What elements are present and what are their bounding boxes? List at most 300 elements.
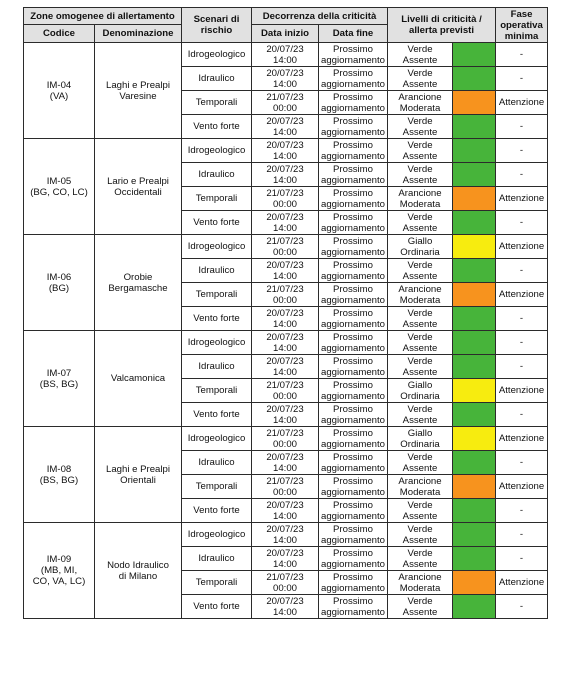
end-cell — [319, 523, 388, 547]
header-code: Codice — [24, 25, 95, 43]
end-line: Prossimo — [333, 451, 373, 463]
zone-code-line: IM-09 — [46, 554, 72, 565]
end-line: aggiornamento — [321, 150, 386, 162]
end-cell — [319, 355, 388, 379]
phase-cell: - — [496, 139, 548, 163]
start-line: 14:00 — [272, 510, 297, 522]
end-line: aggiornamento — [321, 102, 386, 114]
end-line: aggiornamento — [321, 438, 386, 450]
level-line: Verde — [407, 523, 433, 535]
level-color-swatch — [453, 163, 496, 187]
level-color-swatch — [453, 211, 496, 235]
start-cell — [252, 187, 319, 211]
end-line: Prossimo — [333, 115, 373, 127]
table-body — [24, 43, 548, 619]
phase-cell: - — [496, 211, 548, 235]
header-end: Data fine — [319, 25, 388, 43]
level-line: Ordinaria — [400, 390, 440, 402]
zone-code-line: (MB, MI, — [40, 565, 78, 576]
scenario-cell: Idraulico — [182, 451, 252, 475]
table-row — [24, 523, 548, 547]
scenario-cell: Temporali — [182, 283, 252, 307]
level-text-cell — [388, 355, 453, 379]
start-line: 20/07/23 — [266, 67, 304, 79]
level-text-cell — [388, 67, 453, 91]
end-line: aggiornamento — [321, 294, 386, 306]
start-line: 14:00 — [272, 54, 297, 66]
level-line: Verde — [407, 307, 433, 319]
phase-cell: - — [496, 595, 548, 619]
phase-cell: - — [496, 307, 548, 331]
zone-name-line: Occidentali — [114, 186, 162, 198]
start-line: 00:00 — [272, 486, 297, 498]
scenario-cell: Idraulico — [182, 355, 252, 379]
scenario-cell: Temporali — [182, 91, 252, 115]
end-line: Prossimo — [333, 427, 373, 439]
start-line: 00:00 — [272, 102, 297, 114]
zone-name-line: Orobie — [123, 271, 153, 283]
start-line: 20/07/23 — [266, 595, 304, 607]
end-line: Prossimo — [333, 547, 373, 559]
level-line: Assente — [402, 510, 438, 522]
scenario-cell: Vento forte — [182, 211, 252, 235]
start-line: 20/07/23 — [266, 139, 304, 151]
start-line: 14:00 — [272, 174, 297, 186]
start-line: 14:00 — [272, 318, 297, 330]
zone-code-line: IM-04 — [46, 79, 72, 91]
start-line: 20/07/23 — [266, 211, 304, 223]
scenario-cell: Idraulico — [182, 67, 252, 91]
start-cell — [252, 403, 319, 427]
zone-code-line: (BS, BG) — [39, 474, 79, 486]
end-line: Prossimo — [333, 187, 373, 199]
zone-code-line: IM-06 — [46, 271, 72, 283]
scenario-cell: Vento forte — [182, 595, 252, 619]
start-line: 20/07/23 — [266, 547, 304, 559]
end-cell — [319, 139, 388, 163]
level-line: Verde — [407, 163, 433, 175]
end-line: aggiornamento — [321, 390, 386, 402]
start-cell — [252, 355, 319, 379]
header-zone-group: Zone omogenee di allertamento — [24, 8, 182, 25]
end-line: Prossimo — [333, 163, 373, 175]
level-color-swatch — [453, 91, 496, 115]
phase-cell: Attenzione — [496, 91, 548, 115]
level-line: Assente — [402, 126, 438, 138]
start-line: 20/07/23 — [266, 523, 304, 535]
end-line: Prossimo — [333, 91, 373, 103]
end-cell — [319, 163, 388, 187]
end-line: Prossimo — [333, 235, 373, 247]
level-line: Assente — [402, 150, 438, 162]
level-line: Verde — [407, 595, 433, 607]
scenario-cell: Temporali — [182, 475, 252, 499]
start-line: 20/07/23 — [266, 259, 304, 271]
level-line: Giallo — [407, 235, 433, 247]
table-row — [24, 43, 548, 67]
end-line: aggiornamento — [321, 318, 386, 330]
end-cell — [319, 307, 388, 331]
level-color-swatch — [453, 475, 496, 499]
start-cell — [252, 547, 319, 571]
end-cell — [319, 595, 388, 619]
end-cell — [319, 331, 388, 355]
end-cell — [319, 451, 388, 475]
end-line: Prossimo — [333, 283, 373, 295]
scenario-cell: Idraulico — [182, 259, 252, 283]
phase-cell: - — [496, 163, 548, 187]
level-color-swatch — [453, 355, 496, 379]
zone-code-cell — [24, 235, 95, 331]
start-cell — [252, 307, 319, 331]
phase-cell: - — [496, 547, 548, 571]
end-cell — [319, 259, 388, 283]
header-name: Denominazione — [95, 25, 182, 43]
start-line: 21/07/23 — [266, 283, 304, 295]
end-cell — [319, 427, 388, 451]
level-line: Arancione — [398, 187, 442, 199]
scenario-cell: Idrogeologico — [182, 523, 252, 547]
end-line: Prossimo — [333, 307, 373, 319]
level-line: Verde — [407, 139, 433, 151]
start-line: 00:00 — [272, 246, 297, 258]
level-text-cell — [388, 211, 453, 235]
level-text-cell — [388, 499, 453, 523]
start-cell — [252, 571, 319, 595]
scenario-cell: Vento forte — [182, 403, 252, 427]
start-line: 20/07/23 — [266, 163, 304, 175]
start-line: 00:00 — [272, 438, 297, 450]
phase-cell: Attenzione — [496, 571, 548, 595]
start-cell — [252, 259, 319, 283]
level-line: Verde — [407, 67, 433, 79]
scenario-cell: Idraulico — [182, 163, 252, 187]
end-line: Prossimo — [333, 211, 373, 223]
start-line: 14:00 — [272, 150, 297, 162]
start-line: 20/07/23 — [266, 115, 304, 127]
level-color-swatch — [453, 115, 496, 139]
end-cell — [319, 115, 388, 139]
level-line: Arancione — [398, 571, 442, 583]
header-start: Data inizio — [252, 25, 319, 43]
level-line: Assente — [402, 222, 438, 234]
zone-name-line: Orientali — [120, 474, 156, 486]
scenario-cell: Idrogeologico — [182, 427, 252, 451]
level-color-swatch — [453, 451, 496, 475]
zone-code-line: CO, VA, LC) — [32, 576, 86, 587]
header-period-group: Decorrenza della criticità — [252, 8, 388, 25]
level-color-swatch — [453, 331, 496, 355]
end-cell — [319, 379, 388, 403]
level-color-swatch — [453, 523, 496, 547]
zone-name-cell — [95, 331, 182, 427]
level-line: Verde — [407, 355, 433, 367]
level-text-cell — [388, 115, 453, 139]
end-cell — [319, 211, 388, 235]
table-header — [24, 8, 548, 43]
zone-name-cell — [95, 43, 182, 139]
level-color-swatch — [453, 67, 496, 91]
start-cell — [252, 235, 319, 259]
header-phase: Fase operativa minima — [496, 8, 548, 43]
end-line: aggiornamento — [321, 54, 386, 66]
start-line: 14:00 — [272, 222, 297, 234]
start-line: 20/07/23 — [266, 451, 304, 463]
level-line: Assente — [402, 342, 438, 354]
level-color-swatch — [453, 379, 496, 403]
end-cell — [319, 547, 388, 571]
level-line: Moderata — [399, 486, 441, 498]
level-line: Verde — [407, 259, 433, 271]
level-text-cell — [388, 523, 453, 547]
start-cell — [252, 523, 319, 547]
level-text-cell — [388, 427, 453, 451]
zone-code-cell — [24, 427, 95, 523]
zone-name-line: Valcamonica — [110, 373, 166, 384]
level-color-swatch — [453, 307, 496, 331]
level-line: Moderata — [399, 198, 441, 210]
level-color-swatch — [453, 547, 496, 571]
start-line: 21/07/23 — [266, 571, 304, 583]
level-line: Verde — [407, 451, 433, 463]
end-line: aggiornamento — [321, 126, 386, 138]
start-line: 20/07/23 — [266, 403, 304, 415]
level-line: Verde — [407, 43, 433, 55]
end-cell — [319, 475, 388, 499]
level-color-swatch — [453, 595, 496, 619]
level-line: Moderata — [399, 582, 441, 594]
end-cell — [319, 43, 388, 67]
start-line: 21/07/23 — [266, 235, 304, 247]
table-row — [24, 331, 548, 355]
end-cell — [319, 403, 388, 427]
level-line: Assente — [402, 558, 438, 570]
start-line: 14:00 — [272, 534, 297, 546]
end-line: aggiornamento — [321, 246, 386, 258]
level-color-swatch — [453, 187, 496, 211]
end-line: Prossimo — [333, 595, 373, 607]
level-line: Assente — [402, 414, 438, 426]
start-cell — [252, 499, 319, 523]
level-line: Arancione — [398, 283, 442, 295]
table-row — [24, 427, 548, 451]
start-line: 00:00 — [272, 198, 297, 210]
end-line: Prossimo — [333, 499, 373, 511]
phase-cell: - — [496, 523, 548, 547]
zone-name-line: Lario e Prealpi — [107, 175, 169, 187]
level-color-swatch — [453, 43, 496, 67]
level-text-cell — [388, 379, 453, 403]
level-line: Giallo — [407, 379, 433, 391]
end-cell — [319, 571, 388, 595]
zone-code-line: (BG, CO, LC) — [30, 186, 88, 198]
zone-name-cell — [95, 427, 182, 523]
zone-name-cell — [95, 523, 182, 619]
scenario-cell: Idrogeologico — [182, 331, 252, 355]
end-line: Prossimo — [333, 523, 373, 535]
phase-cell: - — [496, 67, 548, 91]
level-line: Assente — [402, 174, 438, 186]
phase-cell: Attenzione — [496, 475, 548, 499]
zone-name-line: Nodo Idraulico — [107, 559, 169, 571]
start-line: 14:00 — [272, 462, 297, 474]
end-cell — [319, 283, 388, 307]
start-line: 20/07/23 — [266, 43, 304, 55]
end-line: aggiornamento — [321, 414, 386, 426]
level-line: Assente — [402, 54, 438, 66]
start-cell — [252, 379, 319, 403]
scenario-cell: Idrogeologico — [182, 43, 252, 67]
start-line: 00:00 — [272, 294, 297, 306]
zone-name-cell — [95, 139, 182, 235]
start-line: 14:00 — [272, 270, 297, 282]
start-line: 14:00 — [272, 366, 297, 378]
level-color-swatch — [453, 283, 496, 307]
level-text-cell — [388, 43, 453, 67]
start-line: 21/07/23 — [266, 427, 304, 439]
level-text-cell — [388, 331, 453, 355]
level-line: Verde — [407, 403, 433, 415]
level-line: Ordinaria — [400, 246, 440, 258]
start-line: 21/07/23 — [266, 379, 304, 391]
start-cell — [252, 427, 319, 451]
end-line: aggiornamento — [321, 462, 386, 474]
level-line: Moderata — [399, 294, 441, 306]
level-text-cell — [388, 451, 453, 475]
phase-cell: - — [496, 259, 548, 283]
end-line: Prossimo — [333, 403, 373, 415]
start-cell — [252, 331, 319, 355]
level-line: Moderata — [399, 102, 441, 114]
level-line: Assente — [402, 78, 438, 90]
end-line: aggiornamento — [321, 270, 386, 282]
end-line: aggiornamento — [321, 174, 386, 186]
end-line: Prossimo — [333, 379, 373, 391]
start-line: 21/07/23 — [266, 91, 304, 103]
start-line: 21/07/23 — [266, 475, 304, 487]
zone-name-line: Varesine — [119, 90, 157, 102]
zone-code-cell — [24, 43, 95, 139]
level-text-cell — [388, 235, 453, 259]
zone-code-cell — [24, 331, 95, 427]
end-line: Prossimo — [333, 43, 373, 55]
zone-code-line: IM-07 — [46, 367, 72, 379]
zone-name-line: Bergamasche — [108, 282, 168, 294]
start-cell — [252, 595, 319, 619]
phase-cell: Attenzione — [496, 427, 548, 451]
level-color-swatch — [453, 427, 496, 451]
start-cell — [252, 67, 319, 91]
end-cell — [319, 499, 388, 523]
start-line: 14:00 — [272, 78, 297, 90]
end-line: Prossimo — [333, 355, 373, 367]
level-text-cell — [388, 187, 453, 211]
level-line: Verde — [407, 499, 433, 511]
zone-code-line: (BG) — [48, 282, 70, 294]
level-line: Ordinaria — [400, 438, 440, 450]
start-cell — [252, 139, 319, 163]
start-cell — [252, 283, 319, 307]
start-line: 21/07/23 — [266, 187, 304, 199]
end-line: aggiornamento — [321, 510, 386, 522]
header-scenario: Scenari di rischio — [182, 8, 252, 43]
level-line: Assente — [402, 606, 438, 618]
phase-cell: - — [496, 403, 548, 427]
end-line: aggiornamento — [321, 486, 386, 498]
start-line: 20/07/23 — [266, 355, 304, 367]
level-color-swatch — [453, 571, 496, 595]
header-levels: Livelli di criticità / allerta previsti — [388, 8, 496, 43]
scenario-cell: Vento forte — [182, 307, 252, 331]
level-line: Verde — [407, 211, 433, 223]
level-text-cell — [388, 595, 453, 619]
zone-code-line: (VA) — [49, 90, 69, 102]
level-text-cell — [388, 283, 453, 307]
phase-cell: Attenzione — [496, 235, 548, 259]
level-line: Verde — [407, 331, 433, 343]
end-line: aggiornamento — [321, 342, 386, 354]
zone-name-line: di Milano — [118, 570, 158, 582]
start-line: 14:00 — [272, 414, 297, 426]
phase-cell: - — [496, 355, 548, 379]
end-line: aggiornamento — [321, 558, 386, 570]
phase-cell: Attenzione — [496, 187, 548, 211]
end-line: Prossimo — [333, 139, 373, 151]
level-color-swatch — [453, 499, 496, 523]
level-line: Assente — [402, 318, 438, 330]
end-line: Prossimo — [333, 475, 373, 487]
end-line: Prossimo — [333, 67, 373, 79]
level-text-cell — [388, 403, 453, 427]
end-line: Prossimo — [333, 331, 373, 343]
end-cell — [319, 91, 388, 115]
phase-cell: Attenzione — [496, 283, 548, 307]
phase-cell: - — [496, 43, 548, 67]
start-cell — [252, 115, 319, 139]
level-color-swatch — [453, 259, 496, 283]
scenario-cell: Idraulico — [182, 547, 252, 571]
scenario-cell: Temporali — [182, 187, 252, 211]
level-text-cell — [388, 571, 453, 595]
end-line: aggiornamento — [321, 198, 386, 210]
start-cell — [252, 163, 319, 187]
table-row — [24, 139, 548, 163]
zone-code-cell — [24, 523, 95, 619]
level-text-cell — [388, 139, 453, 163]
level-text-cell — [388, 475, 453, 499]
end-cell — [319, 187, 388, 211]
level-text-cell — [388, 91, 453, 115]
end-cell — [319, 67, 388, 91]
start-line: 14:00 — [272, 342, 297, 354]
start-line: 20/07/23 — [266, 331, 304, 343]
phase-cell: - — [496, 115, 548, 139]
start-cell — [252, 451, 319, 475]
end-line: aggiornamento — [321, 534, 386, 546]
zone-code-line: IM-08 — [46, 463, 72, 475]
scenario-cell: Vento forte — [182, 499, 252, 523]
scenario-cell: Temporali — [182, 379, 252, 403]
phase-cell: Attenzione — [496, 379, 548, 403]
end-cell — [319, 235, 388, 259]
start-cell — [252, 91, 319, 115]
level-color-swatch — [453, 235, 496, 259]
level-line: Assente — [402, 462, 438, 474]
level-color-swatch — [453, 139, 496, 163]
start-cell — [252, 475, 319, 499]
level-line: Arancione — [398, 475, 442, 487]
level-text-cell — [388, 547, 453, 571]
